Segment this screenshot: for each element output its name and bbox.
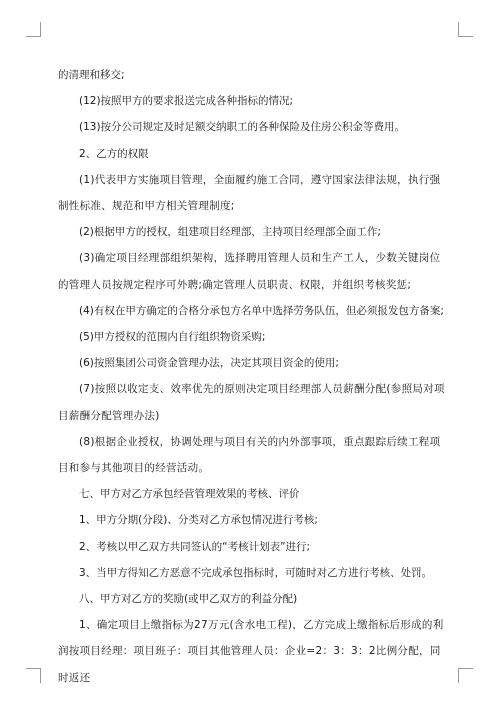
document-body — [58, 62, 450, 691]
paragraph: 的清理和移交; — [58, 69, 125, 81]
paragraph: 2、考核以甲乙双方共同签认的“考核计划表”进行; — [79, 540, 311, 553]
paragraph: (5)甲方授权的范围内自行组织物资采购; — [79, 331, 266, 344]
paragraph: 1、甲方分期(分段)、分类对乙方承包情况进行考核; — [79, 514, 318, 527]
paragraph: (8)根据企业授权，协调处理与项目有关的内外部事项，重点跟踪后续工程项目和参与其他项目的经营活动。 — [58, 435, 441, 475]
paragraph: 八、甲方对乙方的奖励(或甲乙双方的利益分配) — [79, 593, 298, 606]
corner-mark-bottom-right — [458, 668, 473, 683]
paragraph: (12)按照甲方的要求报送完成各种指标的情况; — [79, 95, 294, 108]
paragraph: (1)代表甲方实施项目管理，全面履约施工合同，遵守国家法律法规，执行强制性标准、规范和甲方相关管理制度; — [58, 173, 441, 213]
paragraph: 3、当甲方得知乙方恶意不完成承包指标时，可随时对乙方进行考核、处罚。 — [79, 566, 433, 579]
paragraph: 七、甲方对乙方承包经营管理效果的考核、评价 — [79, 488, 300, 501]
corner-mark-top-right — [458, 22, 473, 37]
corner-mark-bottom-left — [26, 668, 41, 683]
corner-mark-top-left — [26, 22, 41, 37]
paragraph: 2、乙方的权限 — [79, 147, 149, 160]
paragraph: (7)按照以收定支、效率优先的原则决定项目经理部人员薪酬分配(参照局对项目薪酬分配管理办法) — [58, 383, 445, 422]
paragraph: (2)根据甲方的授权，组建项目经理部，主持项目经理部全面工作; — [79, 226, 381, 239]
paragraph: (6)按照集团公司资金管理办法，决定其项目资金的使用; — [79, 357, 339, 370]
paragraph: (13)按分公司规定及时足额交纳职工的各种保险及住房公积金等费用。 — [79, 121, 406, 134]
paragraph: (3)确定项目经理部组织架构，选择聘用管理人员和生产工人，少数关键岗位的管理人员按规定程序可外聘;确定管理人员职责、权限，并组织考核奖惩; — [58, 252, 441, 291]
paragraph: (4)有权在甲方确定的合格分承包方名单中选择劳务队伍，但必须报发包方备案; — [79, 304, 444, 317]
paragraph: 1、确定项目上缴指标为27万元(含水电工程)，乙方完成上缴指标后形成的利润按项目经理：项目班子：项目其他管理人员：企业=2：3：3：2比例分配，同时返还 — [58, 619, 444, 684]
